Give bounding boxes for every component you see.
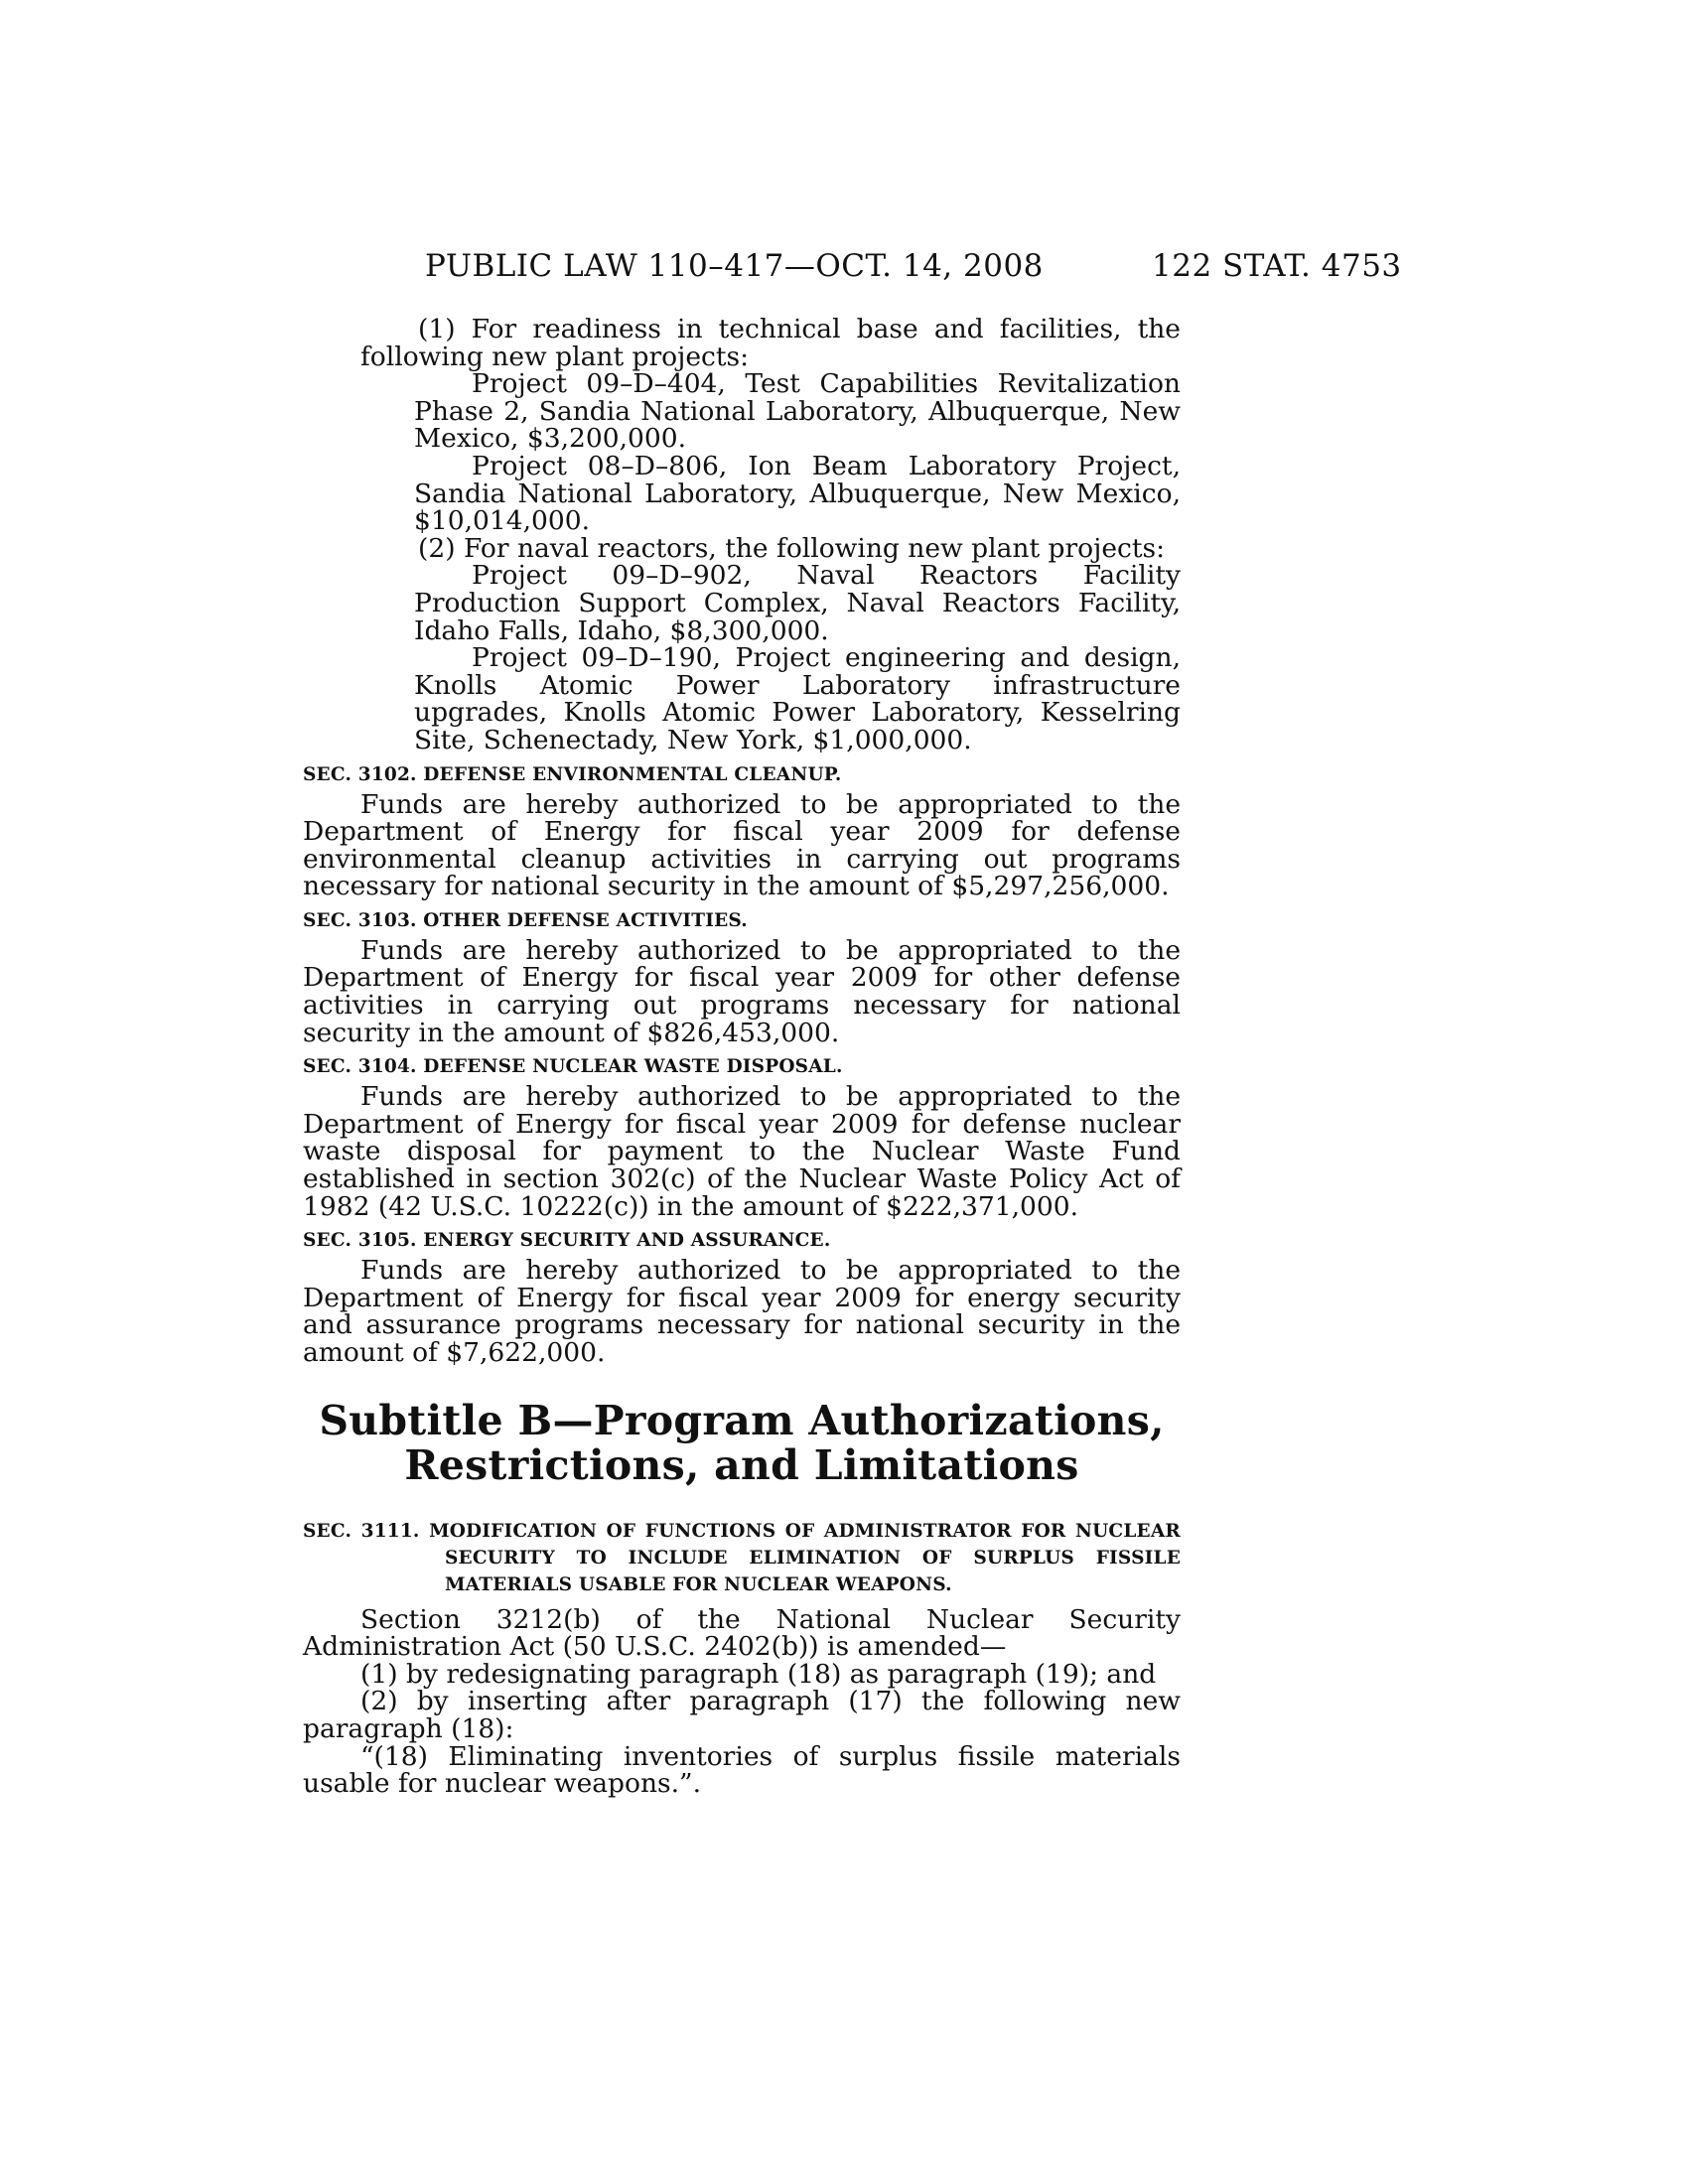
section-text-3105: Funds are hereby authorized to be appropriated to the Department of Energy for fiscal year 2009 for energy security and assurance programs necessary for national security in the amount of $7,622,000. <box>303 1255 1181 1368</box>
paragraph-item-1: (1) For readiness in technical base and facilities, the following new plant projects: <box>360 314 1181 372</box>
section-heading-3104: SEC. 3104. DEFENSE NUCLEAR WASTE DISPOSAL. <box>303 1056 843 1078</box>
section-3111-item-2-text: (2) by inserting after paragraph (17) the following new paragraph (18): <box>303 1686 1181 1744</box>
section-heading-3105: SEC. 3105. ENERGY SECURITY AND ASSURANCE. <box>303 1230 831 1252</box>
section-heading-3102: SEC. 3102. DEFENSE ENVIRONMENTAL CLEANUP. <box>303 763 842 785</box>
running-header-title: PUBLIC LAW 110–417—OCT. 14, 2008 <box>425 248 1044 284</box>
running-header-page-number: 122 STAT. 4753 <box>1152 248 1402 284</box>
section-3111-quote-text: “(18) Eliminating inventories of surplus fissile materials usable for nuclear weapons.”. <box>303 1740 1181 1800</box>
page-body <box>303 316 1181 1798</box>
section-3111-item-1 <box>245 1658 1181 1690</box>
subtitle-line-2: Restrictions, and Limitations <box>404 1440 1079 1489</box>
paragraph-item-2: (2) For naval reactors, the following new plant projects: <box>418 532 1166 564</box>
section-3111-item-2 <box>245 1688 1181 1742</box>
subtitle-heading <box>303 1396 1181 1489</box>
subtitle-line-1: Subtitle B—Program Authorizations, <box>319 1396 1165 1444</box>
section-text-3102: Funds are hereby authorized to be appropriated to the Department of Energy for fiscal year 2009 for defense environmental cleanup activities in carrying out programs necessary for national security in the amount of $5,297,256,000. <box>303 788 1181 902</box>
section-heading-3111: SEC. 3111. MODIFICATION OF FUNCTIONS OF ADMINISTRATOR FOR NUCLEAR SECURITY TO INCLUDE ELIMINATION OF SURPLUS FISSILE MATERIALS USABLE FOR NUCLEAR WEAPONS. <box>303 1520 1181 1595</box>
project-08-d-806: Project 08–D–806, Ion Beam Laboratory Project, Sandia National Laboratory, Albuquerque, New Mexico, $10,014,000. <box>414 450 1181 537</box>
section-3111-quote <box>245 1740 1181 1800</box>
project-09-d-902: Project 09–D–902, Naval Reactors Facility Production Support Complex, Naval Reactors Facility, Idaho Falls, Idaho, $8,300,000. <box>414 560 1181 646</box>
section-3111-lead: Section 3212(b) of the National Nuclear Security Administration Act (50 U.S.C. 2402(b)) is amended— <box>303 1603 1181 1663</box>
section-heading-3103: SEC. 3103. OTHER DEFENSE ACTIVITIES. <box>303 909 748 931</box>
section-3111-item-1-text: (1) by redesignating paragraph (18) as paragraph (19); and <box>360 1658 1157 1690</box>
project-09-d-190: Project 09–D–190, Project engineering and design, Knolls Atomic Power Laboratory infrastructure upgrades, Knolls Atomic Power Laboratory, Kesselring Site, Schenectady, New York, $1,000,000. <box>414 642 1181 755</box>
project-09-d-404: Project 09–D–404, Test Capabilities Revitalization Phase 2, Sandia National Laboratory, Albuquerque, New Mexico, $3,200,000. <box>414 368 1181 455</box>
section-text-3103: Funds are hereby authorized to be appropriated to the Department of Energy for fiscal year 2009 for other defense activities in carrying out programs necessary for national security in the amount of $826,453,000. <box>303 934 1181 1048</box>
section-text-3104: Funds are hereby authorized to be appropriated to the Department of Energy for fiscal year 2009 for defense nuclear waste disposal for payment to the Nuclear Waste Fund established in section 302(c) of the Nuclear Waste Policy Act of 1982 (42 U.S.C. 10222(c)) in the amount of $222,371,000. <box>303 1081 1181 1222</box>
